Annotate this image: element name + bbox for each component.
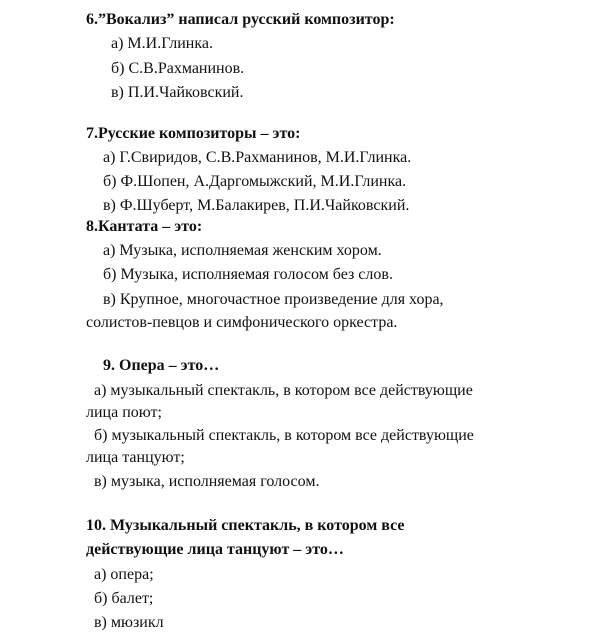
question-9-option-a-continued: лица поют;: [86, 404, 162, 421]
question-9-option-a: а) музыкальный спектакль, в котором все действующие: [94, 382, 473, 399]
question-7-option-a: а) Г.Свиридов, С.В.Рахманинов, М.И.Глинка.: [103, 149, 412, 166]
question-8-option-c: в) Крупное, многочастное произведение для хора,: [103, 291, 444, 308]
question-10-title-line-1: 10. Музыкальный спектакль, в котором все: [86, 517, 405, 534]
question-7-option-b: б) Ф.Шопен, А.Даргомыжский, М.И.Глинка.: [103, 173, 407, 190]
question-9-option-c: в) музыка, исполняемая голосом.: [94, 473, 320, 490]
question-8-option-b: б) Музыка, исполняемая голосом без слов.: [103, 266, 393, 283]
question-10-option-a: а) опера;: [94, 566, 154, 583]
question-6-title: 6.”Вокализ” написал русский композитор:: [86, 11, 395, 28]
question-7-option-c: в) Ф.Шуберт, М.Балакирев, П.И.Чайковский.: [103, 197, 410, 214]
question-8-option-a: а) Музыка, исполняемая женским хором.: [103, 242, 382, 259]
question-9-option-b: б) музыкальный спектакль, в котором все действующие: [94, 427, 474, 444]
question-10-option-c: в) мюзикл: [94, 614, 164, 631]
question-10-option-b: б) балет;: [94, 590, 154, 607]
question-7-title: 7.Русские композиторы – это:: [86, 125, 301, 142]
question-9-title: 9. Опера – это…: [103, 357, 220, 374]
question-8-option-c-continued: солистов-певцов и симфонического оркестра.: [86, 314, 398, 331]
question-8-title: 8.Кантата – это:: [86, 218, 203, 235]
question-10-title-line-2: действующие лица танцуют – это…: [86, 541, 344, 558]
question-9-option-b-continued: лица танцуют;: [86, 449, 185, 466]
question-6-option-b: б) С.В.Рахманинов.: [111, 60, 245, 77]
question-6-option-a: а) М.И.Глинка.: [111, 35, 213, 52]
question-6-option-c: в) П.И.Чайковский.: [111, 84, 244, 101]
